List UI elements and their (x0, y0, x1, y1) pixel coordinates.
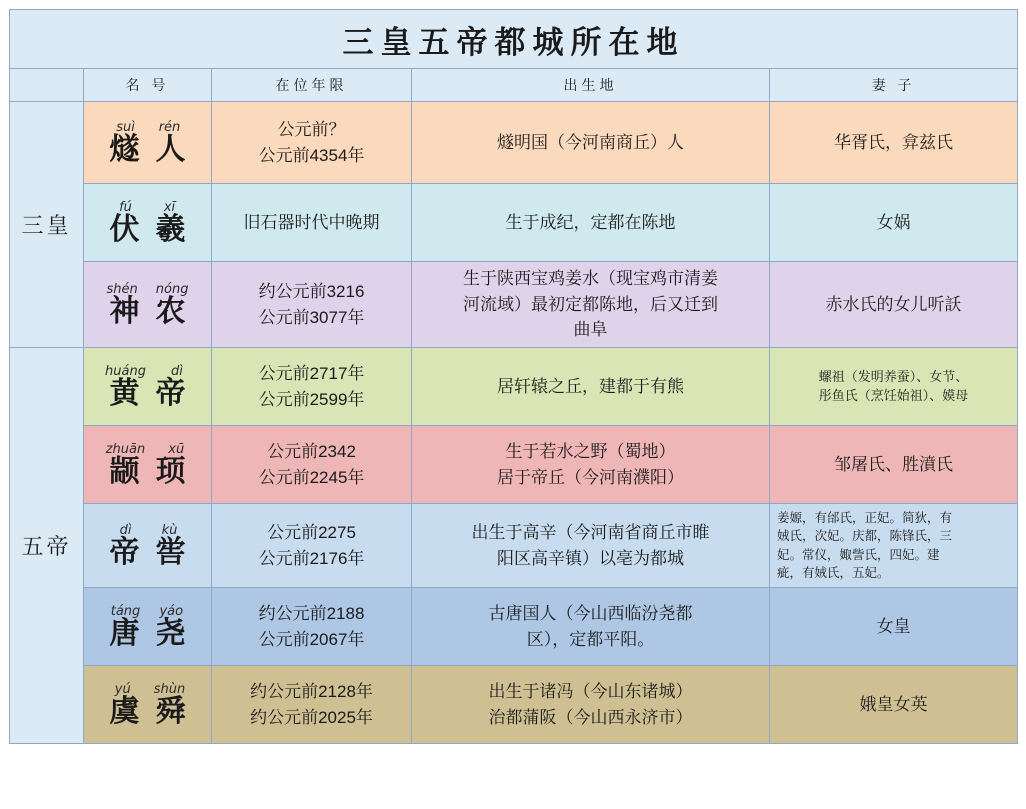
wife-line: 姜嫄，有邰氏，正妃。简狄，有 (777, 511, 953, 526)
column-header-group (10, 69, 84, 102)
hanzi-char: 农 (155, 293, 186, 329)
pinyin-syllable: dì (119, 522, 132, 538)
hanzi-char: 喾 (155, 534, 186, 570)
birthplace-line: 生于若水之野（蜀地） (505, 442, 676, 461)
pinyin-syllable: huáng (105, 363, 146, 379)
pinyin-syllable: dì (171, 363, 183, 379)
column-header-name: 名 号 (84, 69, 212, 102)
emperors-capitals-table (9, 9, 1018, 744)
birthplace-line: 曲阜 (573, 320, 608, 340)
table-row (10, 426, 1018, 504)
table-row (10, 262, 1018, 348)
wife-line: 赤水氏的女儿听訞 (825, 294, 962, 314)
wife-cell (770, 262, 1018, 348)
group-label-sanhuang: 三皇 (10, 102, 84, 348)
pinyin-syllable: rén (158, 119, 181, 135)
name-cell-tangyao (84, 588, 212, 666)
hanzi-char: 颛 (109, 453, 140, 489)
hanzi-char: 尧 (155, 615, 186, 651)
hanzi-char: 顼 (155, 453, 186, 489)
birthplace-line: 古唐国人（今山西临汾尧都 (488, 604, 693, 623)
table-title-row (10, 10, 1018, 69)
wife-cell (770, 102, 1018, 184)
name-cell-fuxi (84, 184, 212, 262)
years-cell (212, 184, 412, 262)
birthplace-line: 生于陕西宝鸡姜水（现宝鸡市清姜 (463, 269, 718, 289)
pinyin-syllable: kù (161, 522, 178, 538)
group-label-wudi: 五帝 (10, 348, 84, 744)
wife-cell (770, 426, 1018, 504)
table-row (10, 348, 1018, 426)
wife-cell (770, 348, 1018, 426)
birthplace-line: 治都蒲阪（今山西永济市） (488, 707, 693, 727)
column-header-wife: 妻 子 (770, 69, 1018, 102)
birthplace-cell (412, 184, 770, 262)
years-line: 旧石器时代中晚期 (243, 212, 380, 232)
birthplace-line: 出生于诸冯（今山东诸城） (488, 682, 693, 701)
years-line: 公元前4354年 (258, 145, 365, 165)
pinyin-syllable: nóng (155, 281, 189, 297)
years-cell (212, 666, 412, 744)
birthplace-cell (412, 588, 770, 666)
wife-cell (770, 666, 1018, 744)
name-cell-diku (84, 504, 212, 588)
years-cell (212, 426, 412, 504)
years-line: 公元前2342 (267, 442, 356, 461)
birthplace-line: 出生于高辛（今河南省商丘市睢 (471, 523, 710, 542)
table-row (10, 102, 1018, 184)
pinyin-syllable: suì (116, 119, 135, 135)
birthplace-cell (412, 504, 770, 588)
birthplace-line: 河流域）最初定都陈地，后又迁到 (463, 294, 718, 314)
name-cell-huangdi (84, 348, 212, 426)
birthplace-line: 居于帝丘（今河南濮阳） (497, 467, 684, 487)
wife-line: 女皇 (876, 616, 911, 636)
birthplace-cell (412, 426, 770, 504)
years-line: 公元前2275 (267, 523, 356, 542)
birthplace-cell (412, 102, 770, 184)
years-cell (212, 588, 412, 666)
table-header-row (10, 69, 1018, 102)
years-line: 公元前2599年 (258, 389, 365, 409)
wife-line: 螺祖（发明养蚕）、女节、 (818, 368, 969, 384)
pinyin-syllable: táng (110, 603, 141, 619)
years-line: 公元前2245年 (258, 467, 365, 487)
hanzi-char: 舜 (155, 693, 186, 729)
birthplace-cell (412, 348, 770, 426)
table-row (10, 666, 1018, 744)
pinyin-syllable: xū (168, 441, 185, 457)
hanzi-char: 虞 (109, 693, 140, 729)
hanzi-char: 黄 (109, 375, 140, 411)
pinyin-syllable: fú (119, 199, 132, 215)
hanzi-char: 唐 (109, 615, 140, 651)
hanzi-char: 羲 (155, 211, 186, 247)
wife-line: 娥皇女英 (859, 694, 928, 714)
pinyin-syllable: zhuān (105, 441, 146, 457)
wife-cell (770, 184, 1018, 262)
birthplace-line: 区），定都平阳。 (526, 629, 655, 649)
wife-cell (770, 588, 1018, 666)
document-page (0, 9, 1026, 809)
table-row (10, 504, 1018, 588)
table-row (10, 588, 1018, 666)
years-line: 约公元前2025年 (250, 707, 373, 727)
years-line: 公元前2176年 (258, 548, 365, 568)
hanzi-char: 伏 (109, 211, 140, 247)
wife-line: 疵，有娀氏，五妃。 (777, 565, 890, 580)
pinyin-syllable: shùn (153, 681, 186, 697)
wife-line: 彤鱼氏（烹饪始祖）、嫫母 (818, 387, 969, 403)
birthplace-cell (412, 666, 770, 744)
wife-line: 华胥氏，弇兹氏 (834, 132, 954, 152)
years-cell (212, 262, 412, 348)
name-cell-yushun (84, 666, 212, 744)
years-line: 约公元前3216 (258, 282, 365, 301)
years-line: 公元前2717年 (258, 364, 365, 383)
hanzi-char: 帝 (155, 375, 186, 411)
pinyin-syllable: shén (106, 281, 138, 297)
pinyin-syllable: yáo (159, 603, 184, 619)
years-cell (212, 504, 412, 588)
wife-cell (770, 504, 1018, 588)
years-cell (212, 102, 412, 184)
name-cell-zhuanxu (84, 426, 212, 504)
wife-line: 娀氏，次妃。庆都，陈锋氏，三 (777, 529, 953, 544)
page-title: 三皇五帝都城所在地 (10, 10, 1018, 69)
pinyin-syllable: yú (114, 681, 131, 697)
hanzi-char: 神 (109, 293, 140, 329)
pinyin-syllable: xī (163, 199, 176, 215)
name-cell-suiren (84, 102, 212, 184)
name-cell-shennong (84, 262, 212, 348)
table-row (10, 184, 1018, 262)
years-line: 公元前？ (277, 120, 346, 139)
years-cell (212, 348, 412, 426)
years-line: 约公元前2188 (258, 604, 365, 623)
hanzi-char: 燧 (109, 131, 140, 167)
column-header-years: 在位年限 (212, 69, 412, 102)
birthplace-cell (412, 262, 770, 348)
hanzi-char: 帝 (109, 534, 140, 570)
wife-line: 女娲 (876, 212, 911, 232)
birthplace-line: 生于成纪，定都在陈地 (505, 212, 676, 232)
column-header-birthplace: 出生地 (412, 69, 770, 102)
birthplace-line: 燧明国（今河南商丘）人 (497, 132, 684, 152)
birthplace-line: 居轩辕之丘，建都于有熊 (497, 376, 684, 396)
years-line: 公元前3077年 (258, 307, 365, 327)
years-line: 公元前2067年 (258, 629, 365, 649)
wife-line: 邹屠氏、胜濆氏 (834, 454, 954, 474)
birthplace-line: 阳区高辛镇）以亳为都城 (497, 548, 684, 568)
hanzi-char: 人 (155, 131, 186, 167)
years-line: 约公元前2128年 (250, 682, 373, 701)
wife-line: 妃。常仪，娵訾氏，四妃。建 (777, 547, 940, 562)
